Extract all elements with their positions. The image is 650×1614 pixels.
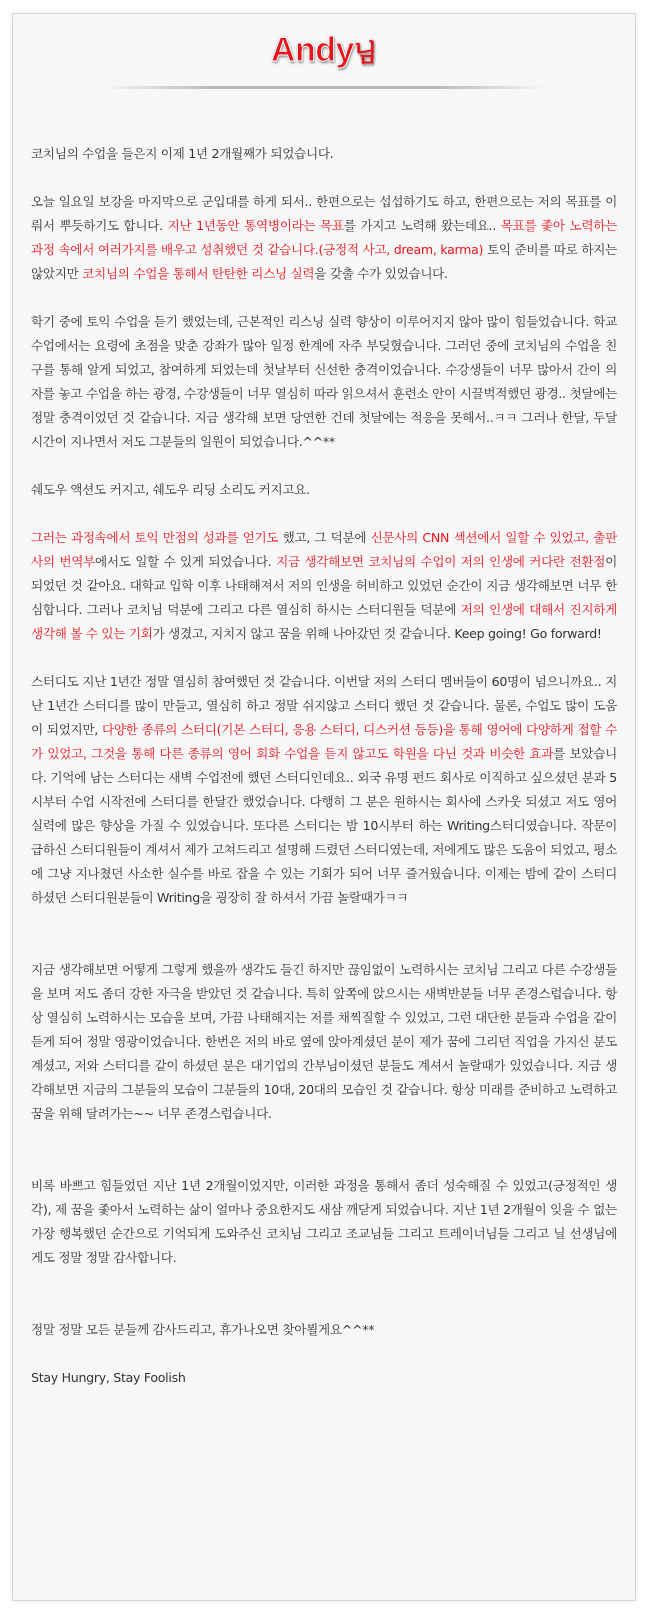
paragraph-gap [31,166,617,190]
paragraph-gap [31,646,617,670]
paragraph-3 [31,310,617,454]
body-text: 쉐도우 액션도 커지고, 쉐도우 리딩 소리도 커지고요. [31,482,310,497]
highlighted-text: 신문사의 CNN 섹션에서 일할 수 있었고, 출판사의 번역부 [31,530,617,569]
body-text: 를 가지고 노력해 왔는데요.. [343,218,501,233]
paragraph-gap [31,286,617,310]
body-text: 비록 바쁘고 힘들었던 지난 1년 2개월이었지만, 이러한 과정을 통해서 좀더 성숙해질 수 있었고(긍정적인 생각), 제 꿈을 좇아서 노력하는 삶이 얼마나 중요한지도 새삼 깨닫게 되었습니다. 지난 1년 2개월이 잊을 수 없는 가장 행복했던 순간으로 기억되게 도와주신 코치님 그리고 조교님들 그리고 트레이너님들 그리고 닐 선생님에게도 정말 정말 감사합니다. [31,1178,617,1265]
highlighted-text: 그러는 과정속에서 토익 만점의 성과를 얻기도 [31,530,279,545]
body-text: 했고, 그 덕분에 [278,530,371,545]
paragraph-gap [31,454,617,478]
paragraph-1 [31,142,617,166]
highlighted-text: 다양한 종류의 스터디(기본 스터디, 응용 스터디, 디스커션 등등)을 통해 영어에 다양하게 접할 수가 있었고, 그것을 통해 다른 종류의 영어 회화 수업을 듣지 않고도 학원을 다닌 것과 비슷한 효과 [31,722,617,761]
body-text: Stay Hungry, Stay Foolish [31,1370,186,1385]
paragraph-5 [31,526,617,646]
body-text: 지금 생각해보면 어떻게 그렇게 했을까 생각도 들긴 하지만 끊임없이 노력하시는 코치님 그리고 다른 수강생들을 보며 저도 좀더 강한 자극을 받았던 것 같습니다. 특히 앞쪽에 앉으시는 새벽반분들 너무 존경스럽습니다. 항상 열심히 노력하시는 모습을 보며, 가끔 나태해지는 저를 채찍질할 수 있었고, 그런 대단한 분들과 수업을 같이 듣게 되어 정말 영광이었습니다. 한번은 저의 바로 옆에 앉아계셨던 분이 제가 꿈에 그리던 직업을 가지신 분도 계셨고, 저와 스터디를 같이 하셨던 분은 대기업의 간부님이셨던 분들도 계셔서 놀랄때가 있었습니다. 지금 생각해보면 지금의 그분들의 모습이 그분들의 10대, 20대의 모습인 것 같습니다. 항상 미래를 준비하고 노력하고 꿈을 위해 달려가는~~ 너무 존경스럽습니다. [31,962,617,1121]
highlighted-text: 코치님의 수업을 통해서 탄탄한 리스닝 실력 [82,266,315,281]
testimonial-body [31,142,617,1390]
body-text: 학기 중에 토익 수업을 듣기 했었는데, 근본적인 리스닝 실력 향상이 이루어지지 않아 많이 힘들었습니다. 학교 수업에서는 요령에 초점을 맞춘 강좌가 많아 일정 한계에 자주 부딪혔습니다. 그러던 중에 코치님의 수업을 친구를 통해 알게 되었고, 참여하게 되었는데 첫날부터 신선한 충격이었습니다. 수강생들이 너무 많아서 간이 의자를 놓고 수업을 하는 광경, 수강생들이 너무 열심히 따라 읽으셔서 훈련소 안이 시끌벅적했던 광경.. 첫달에는 정말 충격이었던 것 같습니다. 지금 생각해 보면 당연한 건데 첫달에는 적응을 못해서..ㅋㅋ 그러나 한달, 두달 시간이 지나면서 저도 그분들의 일원이 되었습니다.^^** [31,314,617,449]
body-text: 이 되었던 것 같아요. 대학교 입학 이후 나태해져서 저의 인생을 허비하고 있었던 순간이 지금 생각해보면 너무 한심합니다. 그러나 코치님 덕분에 그리고 다른 열심히 하시는 스터디원들 덕분에 [31,554,618,617]
highlighted-text: 저의 인생에 대해서 진지하게 생각해 볼 수 있는 기회 [31,602,617,641]
body-text: 정말 정말 모든 분들께 감사드리고, 휴가나오면 찾아뵐게요^^** [31,1322,375,1337]
paragraph-7 [31,958,617,1126]
highlighted-text: 지난 1년동안 통역병이라는 목표 [167,218,344,233]
paragraph-6 [31,670,617,910]
author-honorific: 님 [353,40,378,67]
body-text: 을 갖출 수가 있었습니다. [314,266,448,281]
body-text: 스터디도 지난 1년간 정말 열심히 참여했던 것 같습니다. 이번달 저의 스터디 멤버들이 60명이 넘으니까요.. 지난 1년간 스터디를 많이 만들고, 열심히 하고 정말 쉬지않고 스터디 했던 것 같습니다. 물론, 수업도 많이 도움이 되었지만, [31,674,617,737]
body-text: 가 생겼고, 지치지 않고 꿈을 위해 나아갔던 것 같습니다. Keep going! Go forward! [152,626,602,641]
author-name: Andy [270,31,354,69]
testimonial-card [12,13,636,1601]
body-text: 오늘 일요일 보강을 마지막으로 군입대를 하게 되서.. 한편으로는 섭섭하기도 하고, 한편으로는 저의 목표를 이뤄서 뿌듯하기도 합니다. [31,194,617,233]
highlighted-text: 목표를 좇아 노력하는 과정 속에서 여러가지를 배우고 성취했던 것 같습니다.(긍정적 사고, dream, karma) [31,218,617,257]
paragraph-2 [31,190,617,286]
highlighted-text: 지금 생각해보면 코치님의 수업이 저의 인생에 커다란 전환점 [276,554,606,569]
closing-motto [31,1366,617,1390]
body-text: 토익 준비를 따로 하지는 않았지만 [31,242,618,281]
paragraph-4 [31,478,617,502]
paragraph-gap [31,502,617,526]
paragraph-9 [31,1318,617,1342]
body-text: 에서도 일할 수 있게 되었습니다. [94,554,277,569]
paragraph-8 [31,1174,617,1270]
body-text: 를 보았습니다. 기억에 남는 스터디는 새벽 수업전에 했던 스터디인데요.. 외국 유명 펀드 회사로 이직하고 싶으셨던 분과 5시부터 수업 시작전에 스터디를 한달간 했었습니다. 다행히 그 분은 원하시는 회사에 스카웃 되셨고 저도 영어 실력에 많은 향상을 가질 수 있었습니다. 또다른 스터디는 밤 10시부터 하는 Writing스터디였습니다. 작문이 급하신 스터디원들이 계셔서 제가 고쳐드리고 설명해 드렸던 스터디였는데, 저에게도 많은 도움이 되었고, 평소에 그냥 지나쳤던 사소한 실수를 바로 잡을 수 있는 기회가 되어 너무 즐거웠습니다. 이제는 밤에 같이 스터디 하셨던 스터디원분들이 Writing을 굉장히 잘 하셔서 가끔 놀랄때가ㅋㅋ [31,746,617,905]
title-divider [103,86,547,89]
paragraph-gap [31,1270,617,1318]
paragraph-gap [31,910,617,958]
paragraph-gap [31,1342,617,1366]
body-text: 코치님의 수업을 들은지 이제 1년 2개월째가 되었습니다. [31,146,334,161]
paragraph-gap [31,1126,617,1174]
author-title [13,28,635,78]
